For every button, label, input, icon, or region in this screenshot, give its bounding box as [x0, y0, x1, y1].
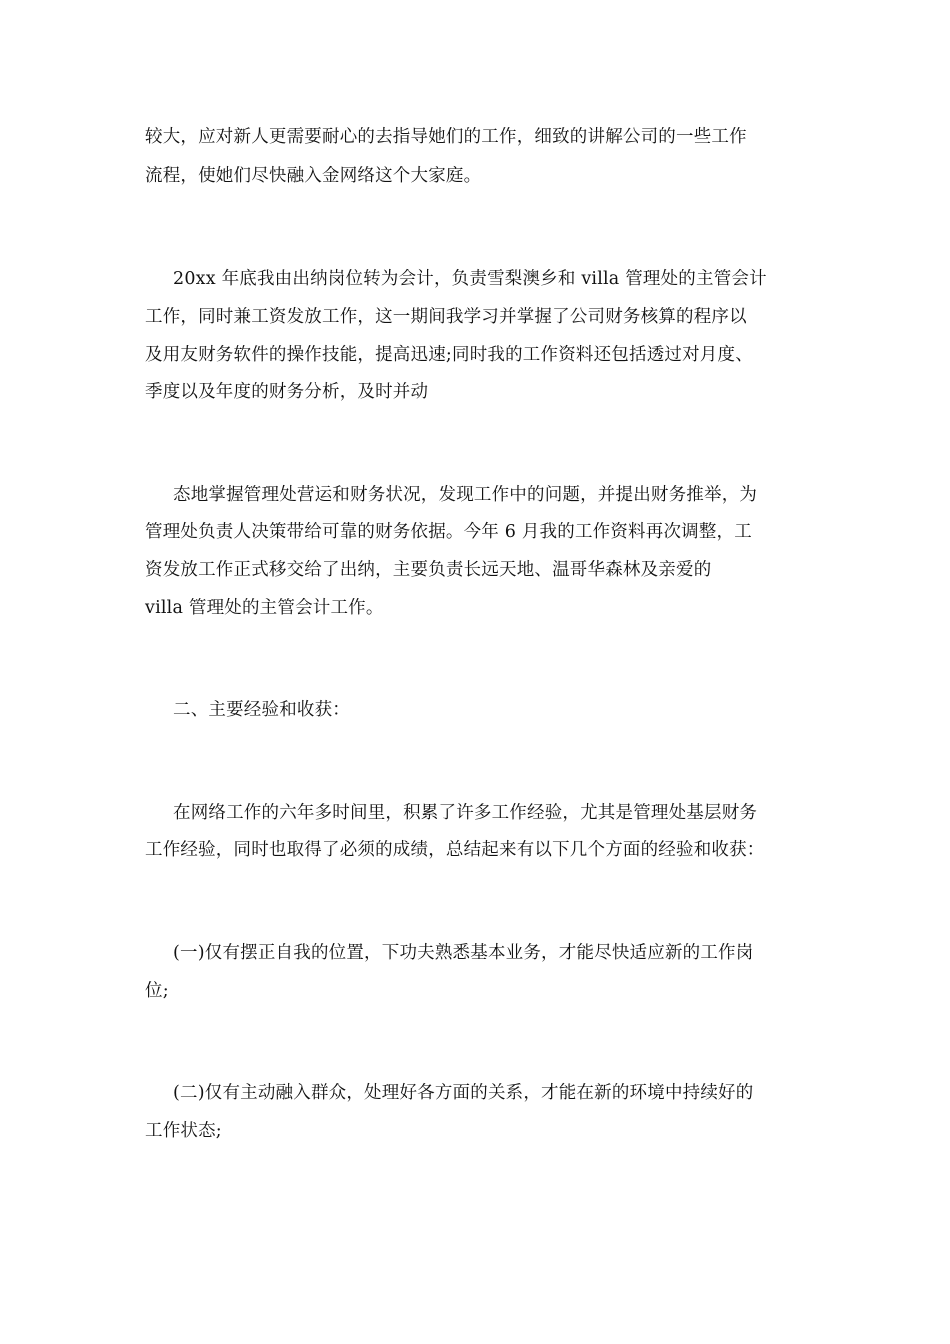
paragraph-5-line-1: 在网络工作的六年多时间里，积累了许多工作经验，尤其是管理处基层财务	[173, 803, 758, 823]
paragraph-3-line-1: 态地掌握管理处营运和财务状况，发现工作中的问题，并提出财务推举，为	[173, 485, 758, 505]
paragraph-7-line-1: (二)仅有主动融入群众，处理好各方面的关系，才能在新的环境中持续好的	[173, 1083, 754, 1103]
section-heading: 二、主要经验和收获：	[173, 700, 350, 720]
paragraph-2-line-3: 及用友财务软件的操作技能，提高迅速;同时我的工作资料还包括透过对月度、	[145, 345, 753, 365]
paragraph-1-line-1: 较大，应对新人更需要耐心的去指导她们的工作，细致的讲解公司的一些工作	[145, 127, 747, 147]
paragraph-7-line-2: 工作状态;	[145, 1121, 222, 1141]
paragraph-3-line-2: 管理处负责人决策带给可靠的财务依据。今年 6 月我的工作资料再次调整，工	[145, 522, 752, 542]
paragraph-2-line-2: 工作，同时兼工资发放工作，这一期间我学习并掌握了公司财务核算的程序以	[145, 307, 747, 327]
paragraph-2-line-1: 20xx 年底我由出纳岗位转为会计，负责雪梨澳乡和 villa 管理处的主管会计	[173, 269, 767, 289]
paragraph-2-line-4: 季度以及年度的财务分析，及时并动	[145, 382, 429, 402]
paragraph-3-line-3: 资发放工作正式移交给了出纳，主要负责长远天地、温哥华森林及亲爱的	[145, 560, 712, 580]
paragraph-6-line-1: (一)仅有摆正自我的位置，下功夫熟悉基本业务，才能尽快适应新的工作岗	[173, 943, 754, 963]
paragraph-3-line-4: villa 管理处的主管会计工作。	[145, 598, 384, 618]
paragraph-1-line-2: 流程，使她们尽快融入金网络这个大家庭。	[145, 166, 482, 186]
paragraph-6-line-2: 位;	[145, 981, 169, 1001]
paragraph-5-line-2: 工作经验，同时也取得了必须的成绩，总结起来有以下几个方面的经验和收获：	[145, 840, 765, 860]
